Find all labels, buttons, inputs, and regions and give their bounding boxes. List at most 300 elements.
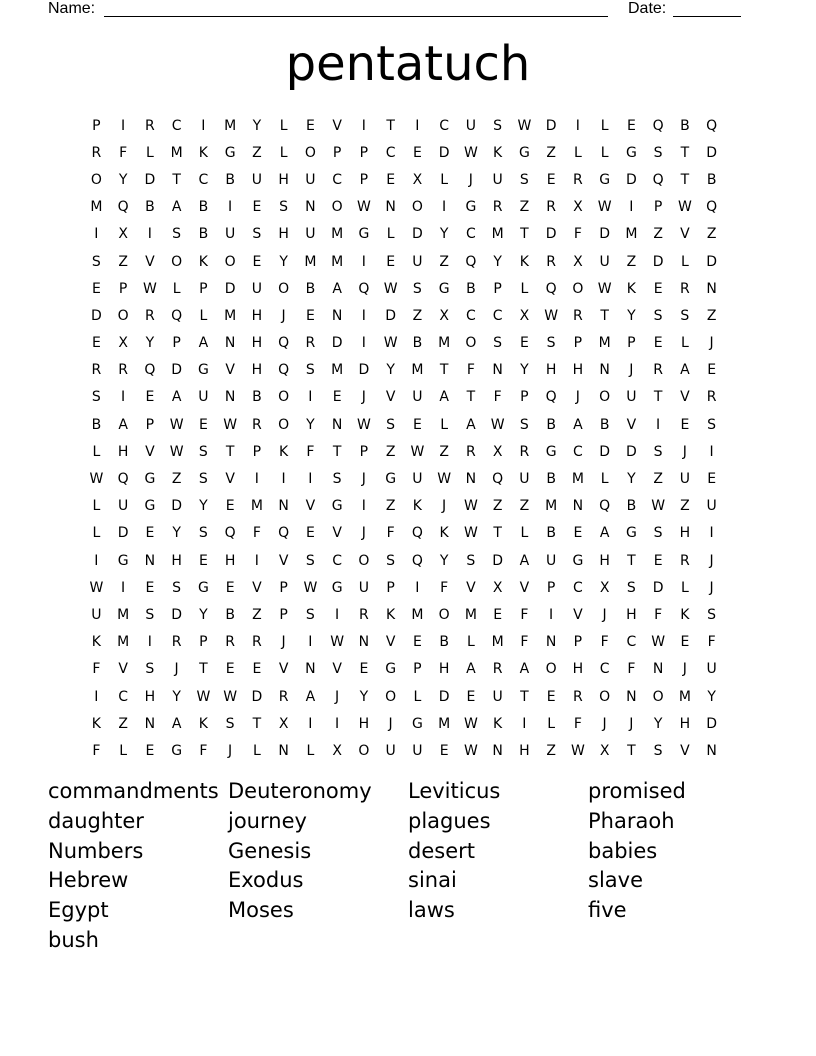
grid-letter: N xyxy=(706,280,717,297)
grid-letter: T xyxy=(386,117,395,134)
grid-letter: J xyxy=(361,525,366,542)
grid-letter: O xyxy=(224,253,236,270)
grid-letter: M xyxy=(571,471,584,488)
grid-letter: M xyxy=(250,498,263,515)
grid-letter: I xyxy=(415,117,420,134)
grid-letter: E xyxy=(332,389,342,406)
grid-letter: C xyxy=(198,171,209,188)
grid-letter: F xyxy=(440,579,449,596)
grid-letter: F xyxy=(199,742,208,759)
grid-letter: J xyxy=(709,579,714,596)
grid-letter: J xyxy=(388,715,393,732)
grid-letter: W xyxy=(223,416,238,433)
grid-letter: S xyxy=(279,199,289,216)
grid-letter: I xyxy=(308,389,313,406)
grid-letter: N xyxy=(492,742,503,759)
grid-letter: K xyxy=(198,715,208,732)
grid-letter: L xyxy=(600,117,609,134)
grid-letter: R xyxy=(225,634,235,651)
grid-letter: W xyxy=(677,199,692,216)
grid-letter: C xyxy=(465,307,476,324)
grid-letter: L xyxy=(413,688,422,705)
grid-letter: O xyxy=(278,280,290,297)
grid-letter: W xyxy=(490,416,505,433)
grid-letter: B xyxy=(198,226,209,243)
grid-letter: K xyxy=(279,443,289,460)
grid-letter: H xyxy=(679,715,691,732)
grid-letter: V xyxy=(252,579,262,596)
grid-letter: E xyxy=(252,199,262,216)
grid-letter: F xyxy=(92,742,101,759)
grid-letter: I xyxy=(335,606,340,623)
grid-letter: I xyxy=(522,715,527,732)
grid-letter: G xyxy=(625,525,637,542)
grid-letter: X xyxy=(118,335,128,352)
word-bank-item: babies xyxy=(588,838,658,863)
grid-letter: V xyxy=(145,443,155,460)
grid-letter: Y xyxy=(199,606,208,623)
grid-letter: A xyxy=(171,715,182,732)
grid-letter: P xyxy=(359,443,369,460)
grid-letter: Q xyxy=(117,199,129,216)
grid-letter: S xyxy=(412,280,422,297)
grid-letter: C xyxy=(171,117,182,134)
grid-letter: G xyxy=(545,443,557,460)
grid-letter: Q xyxy=(599,498,611,515)
grid-letter: U xyxy=(412,742,423,759)
grid-letter: M xyxy=(598,335,611,352)
grid-letter: J xyxy=(602,606,607,623)
grid-letter: G xyxy=(144,471,156,488)
grid-letter: C xyxy=(626,634,637,651)
grid-letter: Y xyxy=(306,416,315,433)
grid-letter: Z xyxy=(653,471,663,488)
grid-letter: W xyxy=(142,280,157,297)
grid-letter: V xyxy=(519,579,530,596)
grid-letter: J xyxy=(228,742,233,759)
grid-letter: I xyxy=(361,498,366,515)
grid-letter: S xyxy=(680,307,690,324)
grid-letter: N xyxy=(278,498,289,515)
word-bank-item: Leviticus xyxy=(408,779,501,803)
grid-letter: M xyxy=(304,253,317,270)
grid-letter: F xyxy=(466,362,475,379)
grid-letter: O xyxy=(385,688,397,705)
grid-letter: A xyxy=(171,199,182,216)
grid-letter: S xyxy=(225,715,235,732)
grid-letter: G xyxy=(197,362,209,379)
grid-letter: I xyxy=(308,715,313,732)
grid-letter: X xyxy=(599,579,610,596)
grid-letter: S xyxy=(493,117,503,134)
grid-letter: D xyxy=(706,253,718,270)
grid-letter: J xyxy=(709,335,714,352)
grid-letter: S xyxy=(145,661,155,678)
grid-letter: B xyxy=(466,280,476,297)
grid-letter: A xyxy=(519,661,530,678)
word-bank-item: five xyxy=(588,898,627,923)
grid-letter: N xyxy=(224,335,236,352)
word-bank-item: Genesis xyxy=(228,838,312,863)
grid-letter: V xyxy=(278,552,289,569)
grid-letter: G xyxy=(144,498,156,515)
grid-letter: U xyxy=(412,253,423,270)
grid-letter: S xyxy=(252,226,262,243)
grid-letter: G xyxy=(171,742,183,759)
grid-letter: J xyxy=(682,443,687,460)
grid-letter: V xyxy=(573,606,583,623)
grid-letter: F xyxy=(627,661,636,678)
grid-letter: L xyxy=(199,307,208,324)
grid-letter: S xyxy=(91,253,101,270)
grid-letter: Z xyxy=(118,253,128,270)
grid-letter: J xyxy=(174,661,179,678)
grid-letter: R xyxy=(546,199,556,216)
grid-letter: A xyxy=(305,688,316,705)
grid-letter: I xyxy=(361,117,366,134)
word-bank-item: Moses xyxy=(228,898,294,923)
grid-letter: J xyxy=(361,389,366,406)
grid-letter: S xyxy=(332,471,342,488)
grid-letter: N xyxy=(224,389,236,406)
grid-letter: Y xyxy=(627,307,636,324)
grid-letter: A xyxy=(680,362,690,379)
grid-letter: I xyxy=(94,226,99,243)
grid-letter: U xyxy=(706,661,717,678)
grid-letter: E xyxy=(653,552,663,569)
grid-letter: P xyxy=(118,280,128,297)
grid-letter: S xyxy=(198,471,208,488)
grid-letter: E xyxy=(519,335,529,352)
grid-letter: P xyxy=(199,634,208,651)
grid-letter: W xyxy=(410,443,425,460)
grid-letter: R xyxy=(680,552,690,569)
grid-letter: L xyxy=(680,335,689,352)
grid-letter: G xyxy=(224,144,236,161)
grid-letter: Y xyxy=(493,253,502,270)
grid-letter: U xyxy=(492,688,503,705)
word-bank-item: Numbers xyxy=(48,838,144,863)
grid-letter: F xyxy=(92,661,101,678)
grid-letter: B xyxy=(439,634,449,651)
grid-letter: I xyxy=(147,634,152,651)
grid-letter: M xyxy=(331,253,344,270)
grid-letter: Z xyxy=(118,715,128,732)
grid-letter: I xyxy=(709,525,714,542)
grid-letter: E xyxy=(707,362,717,379)
grid-letter: Z xyxy=(492,498,503,515)
grid-letter: Y xyxy=(386,362,395,379)
grid-letter: E xyxy=(412,634,422,651)
grid-letter: E xyxy=(305,307,315,324)
grid-letter: D xyxy=(385,307,397,324)
grid-letter: R xyxy=(278,688,289,705)
word-bank-item: laws xyxy=(408,898,455,923)
grid-letter: S xyxy=(305,606,315,623)
grid-letter: Y xyxy=(199,498,208,515)
grid-letter: G xyxy=(358,226,370,243)
grid-letter: O xyxy=(599,688,611,705)
name-blank-line xyxy=(104,0,608,17)
grid-letter: R xyxy=(492,199,503,216)
grid-letter: H xyxy=(251,335,263,352)
grid-letter: K xyxy=(519,253,529,270)
grid-letter: R xyxy=(171,634,182,651)
grid-letter: W xyxy=(356,416,371,433)
grid-letter: L xyxy=(306,742,315,759)
grid-letter: V xyxy=(680,742,690,759)
grid-letter: L xyxy=(520,525,529,542)
grid-letter: T xyxy=(627,552,636,569)
grid-letter: K xyxy=(91,715,101,732)
word-bank-item: Deuteronomy xyxy=(228,779,372,803)
grid-letter: O xyxy=(572,280,584,297)
grid-letter: V xyxy=(225,471,235,488)
grid-letter: T xyxy=(332,443,342,460)
word-bank xyxy=(48,779,768,958)
grid-letter: X xyxy=(118,226,128,243)
word-bank-item: journey xyxy=(228,808,307,833)
grid-letter: F xyxy=(600,634,609,651)
grid-letter: P xyxy=(520,389,529,406)
grid-letter: E xyxy=(466,688,476,705)
grid-letter: F xyxy=(520,606,529,623)
grid-letter: Z xyxy=(519,498,530,515)
grid-letter: E xyxy=(626,117,636,134)
grid-letter: B xyxy=(546,525,556,542)
grid-letter: D xyxy=(438,688,450,705)
grid-letter: D xyxy=(545,226,557,243)
grid-letter: Q xyxy=(652,171,664,188)
grid-letter: O xyxy=(438,606,450,623)
grid-letter: E xyxy=(305,525,315,542)
grid-letter: G xyxy=(385,471,397,488)
grid-letter: T xyxy=(466,389,476,406)
grid-letter: M xyxy=(90,199,103,216)
grid-letter: W xyxy=(517,117,532,134)
grid-letter: E xyxy=(546,688,556,705)
grid-letter: S xyxy=(626,579,636,596)
grid-letter: D xyxy=(438,144,450,161)
grid-letter: J xyxy=(602,715,607,732)
grid-letter: D xyxy=(652,253,664,270)
grid-letter: B xyxy=(412,335,423,352)
grid-letter: U xyxy=(251,171,262,188)
date-label: Date: xyxy=(628,0,667,17)
grid-letter: Q xyxy=(278,362,290,379)
grid-letter: M xyxy=(331,226,344,243)
grid-letter: L xyxy=(172,280,181,297)
grid-letter: T xyxy=(520,226,529,243)
grid-letter: U xyxy=(679,471,690,488)
grid-letter: K xyxy=(91,634,101,651)
grid-letter: H xyxy=(438,661,450,678)
grid-letter: G xyxy=(465,199,477,216)
grid-letter: C xyxy=(439,117,450,134)
grid-letter: O xyxy=(652,688,664,705)
grid-letter: Y xyxy=(707,688,716,705)
grid-letter: Y xyxy=(359,688,369,705)
grid-letter: G xyxy=(599,171,611,188)
grid-letter: S xyxy=(653,742,663,759)
grid-letter: U xyxy=(626,389,637,406)
grid-letter: O xyxy=(304,144,316,161)
grid-letter: U xyxy=(546,552,557,569)
grid-letter: E xyxy=(412,144,422,161)
grid-letter: S xyxy=(172,226,182,243)
grid-letter: E xyxy=(91,335,101,352)
grid-letter: A xyxy=(332,280,342,297)
grid-letter: W xyxy=(169,416,184,433)
word-bank-item: desert xyxy=(408,838,475,863)
grid-letter: R xyxy=(252,416,262,433)
grid-letter: I xyxy=(201,117,206,134)
grid-letter: Q xyxy=(278,335,290,352)
grid-letter: Q xyxy=(545,280,557,297)
grid-letter: B xyxy=(599,416,610,433)
grid-letter: P xyxy=(653,199,663,216)
grid-letter: P xyxy=(359,171,369,188)
grid-letter: S xyxy=(466,552,476,569)
grid-letter: N xyxy=(331,416,343,433)
grid-letter: M xyxy=(438,715,451,732)
grid-letter: E xyxy=(198,416,208,433)
grid-letter: L xyxy=(92,498,101,515)
grid-letter: W xyxy=(437,471,452,488)
word-bank-item: slave xyxy=(588,868,643,893)
grid-letter: E xyxy=(707,471,717,488)
grid-letter: R xyxy=(706,389,717,406)
grid-letter: P xyxy=(279,606,288,623)
grid-letter: O xyxy=(465,335,477,352)
grid-letter: F xyxy=(573,715,582,732)
grid-letter: P xyxy=(627,335,636,352)
grid-letter: C xyxy=(332,552,343,569)
grid-letter: M xyxy=(411,362,424,379)
grid-letter: P xyxy=(145,416,155,433)
grid-letter: B xyxy=(626,498,637,515)
grid-letter: E xyxy=(680,634,690,651)
grid-letter: L xyxy=(386,226,395,243)
grid-letter: E xyxy=(145,742,155,759)
grid-letter: L xyxy=(440,171,449,188)
grid-letter: G xyxy=(331,579,343,596)
grid-letter: C xyxy=(492,307,503,324)
grid-letter: I xyxy=(549,606,554,623)
grid-letter: K xyxy=(439,525,449,542)
grid-letter: L xyxy=(279,144,288,161)
grid-letter: U xyxy=(305,226,316,243)
grid-letter: Z xyxy=(439,253,449,270)
grid-letter: W xyxy=(356,199,371,216)
grid-letter: P xyxy=(92,117,101,134)
grid-letter: N xyxy=(599,362,610,379)
grid-letter: I xyxy=(415,579,420,596)
grid-letter: Y xyxy=(627,471,636,488)
grid-letter: F xyxy=(573,226,582,243)
grid-letter: D xyxy=(117,525,129,542)
grid-letter: M xyxy=(224,117,237,134)
grid-letter: O xyxy=(278,389,290,406)
grid-letter: M xyxy=(117,634,130,651)
grid-letter: M xyxy=(117,606,130,623)
grid-letter: I xyxy=(281,471,286,488)
grid-letter: Q xyxy=(411,525,423,542)
grid-letter: I xyxy=(575,117,580,134)
grid-letter: A xyxy=(118,416,128,433)
grid-letter: S xyxy=(653,307,663,324)
grid-letter: G xyxy=(331,498,343,515)
grid-letter: D xyxy=(652,579,664,596)
grid-letter: O xyxy=(358,742,370,759)
grid-letter: U xyxy=(519,471,530,488)
grid-letter: K xyxy=(386,606,396,623)
grid-letter: S xyxy=(707,606,717,623)
grid-letter: D xyxy=(144,171,156,188)
grid-letter: Q xyxy=(411,552,423,569)
grid-letter: Q xyxy=(465,253,477,270)
grid-letter: M xyxy=(625,226,638,243)
grid-letter: I xyxy=(254,552,259,569)
grid-letter: X xyxy=(573,253,583,270)
grid-letter: J xyxy=(281,634,286,651)
grid-letter: W xyxy=(544,307,559,324)
word-bank-item: Hebrew xyxy=(48,868,129,893)
grid-letter: Z xyxy=(412,307,423,324)
grid-letter: L xyxy=(440,416,449,433)
grid-letter: V xyxy=(680,226,690,243)
grid-letter: Y xyxy=(439,226,449,243)
grid-letter: T xyxy=(600,307,609,324)
grid-letter: P xyxy=(546,579,556,596)
grid-letter: R xyxy=(145,307,155,324)
grid-letter: G xyxy=(518,144,530,161)
grid-letter: D xyxy=(224,280,236,297)
grid-letter: W xyxy=(169,443,184,460)
grid-letter: Z xyxy=(626,253,637,270)
grid-letter: Z xyxy=(706,307,717,324)
grid-letter: G xyxy=(411,715,423,732)
grid-letter: H xyxy=(572,362,584,379)
grid-letter: M xyxy=(331,362,344,379)
word-bank-item: promised xyxy=(588,779,686,803)
grid-letter: F xyxy=(306,443,315,460)
grid-letter: W xyxy=(651,498,666,515)
grid-letter: R xyxy=(91,362,102,379)
grid-letter: R xyxy=(573,307,583,324)
grid-letter: P xyxy=(573,335,583,352)
grid-letter: W xyxy=(651,634,666,651)
grid-letter: X xyxy=(573,199,583,216)
grid-letter: Q xyxy=(117,471,129,488)
grid-letter: L xyxy=(92,443,101,460)
grid-letter: C xyxy=(385,144,396,161)
grid-letter: I xyxy=(94,688,99,705)
grid-letter: L xyxy=(119,742,128,759)
grid-letter: E xyxy=(386,171,396,188)
grid-letter: H xyxy=(519,742,530,759)
grid-letter: O xyxy=(278,416,290,433)
grid-letter: B xyxy=(305,280,316,297)
grid-letter: V xyxy=(118,661,128,678)
grid-letter: H xyxy=(224,552,236,569)
grid-letter: Y xyxy=(172,525,181,542)
grid-letter: J xyxy=(575,389,580,406)
grid-letter: T xyxy=(680,144,690,161)
grid-letter: X xyxy=(492,579,503,596)
grid-letter: V xyxy=(466,579,476,596)
grid-letter: O xyxy=(117,307,129,324)
